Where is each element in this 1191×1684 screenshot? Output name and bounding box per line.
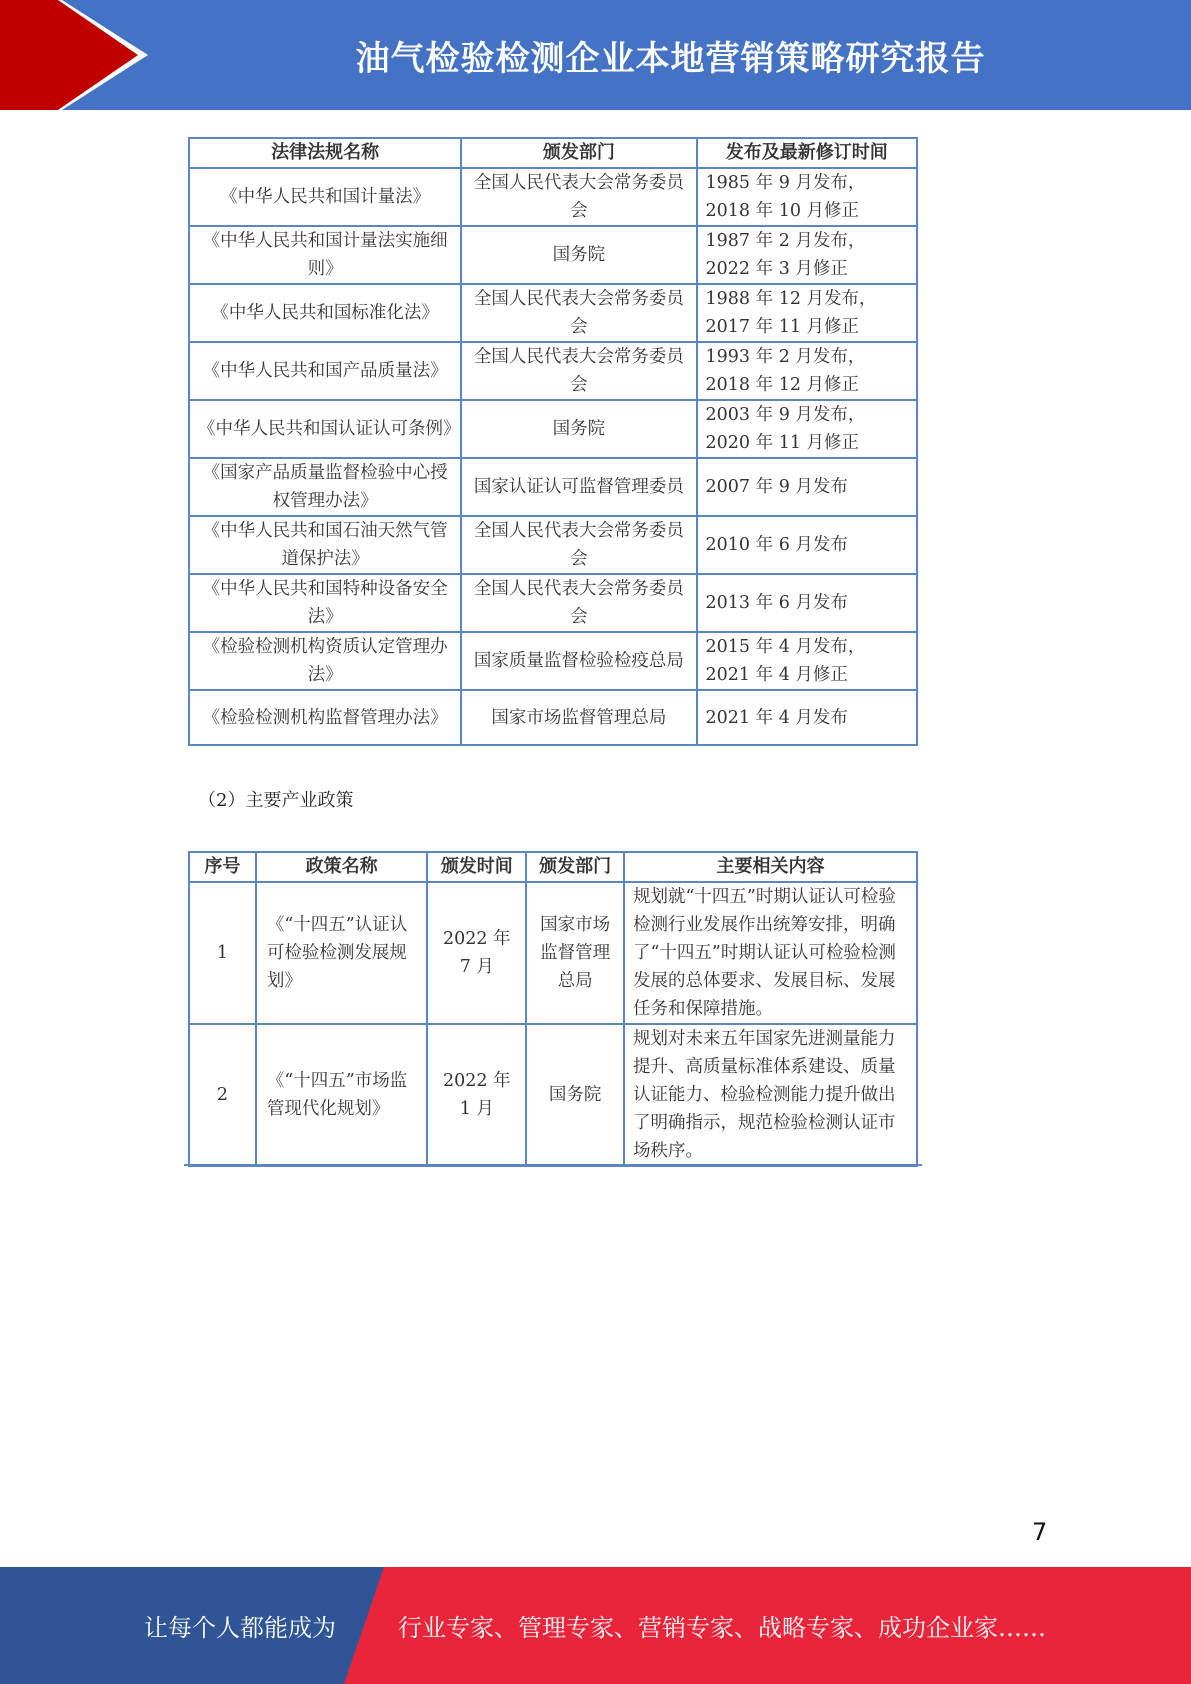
dept-cell: 国务院 bbox=[526, 1024, 624, 1166]
law-name-cell: 《检验检测机构资质认定管理办法》 bbox=[189, 632, 461, 690]
law-name-cell: 《中华人民共和国石油天然气管道保护法》 bbox=[189, 516, 461, 574]
column-header: 颁发部门 bbox=[461, 138, 696, 168]
dept-cell: 国家质量监督检验检疫总局 bbox=[461, 632, 696, 690]
law-name-cell: 《中华人民共和国计量法实施细则》 bbox=[189, 226, 461, 284]
footer-slogan-left: 让每个人都能成为 bbox=[144, 1614, 336, 1642]
time-cell: 2003 年 9 月发布，2020 年 11 月修正 bbox=[697, 400, 917, 458]
page-footer bbox=[0, 1567, 1191, 1684]
table-row bbox=[189, 342, 917, 400]
page-number: 7 bbox=[1032, 1518, 1048, 1546]
column-header: 主要相关内容 bbox=[624, 852, 917, 882]
dept-cell: 全国人民代表大会常务委员会 bbox=[461, 342, 696, 400]
policy-name-cell: 《“十四五”认证认可检验检测发展规划》 bbox=[256, 882, 428, 1024]
law-name-cell: 《中华人民共和国认证认可条例》 bbox=[189, 400, 461, 458]
dept-cell: 全国人民代表大会常务委员会 bbox=[461, 574, 696, 632]
law-name-cell: 《中华人民共和国产品质量法》 bbox=[189, 342, 461, 400]
table-row bbox=[189, 690, 917, 745]
time-cell: 1993 年 2 月发布，2018 年 12 月修正 bbox=[697, 342, 917, 400]
page-header bbox=[0, 0, 1191, 110]
dept-cell: 国家认证认可监督管理委员 bbox=[461, 458, 696, 516]
law-name-cell: 《中华人民共和国计量法》 bbox=[189, 168, 461, 226]
row-number-cell: 2 bbox=[189, 1024, 256, 1166]
time-cell: 2007 年 9 月发布 bbox=[697, 458, 917, 516]
table-row bbox=[189, 1024, 917, 1166]
time-cell: 2013 年 6 月发布 bbox=[697, 574, 917, 632]
issue-time-cell: 2022 年 7 月 bbox=[427, 882, 526, 1024]
table-bottom-rule bbox=[184, 1164, 922, 1166]
dept-cell: 国家市场监督管理总局 bbox=[461, 690, 696, 745]
dept-cell: 国务院 bbox=[461, 226, 696, 284]
law-name-cell: 《检验检测机构监督管理办法》 bbox=[189, 690, 461, 745]
dept-cell: 全国人民代表大会常务委员会 bbox=[461, 168, 696, 226]
table-row bbox=[189, 458, 917, 516]
time-cell: 2021 年 4 月发布 bbox=[697, 690, 917, 745]
law-name-cell: 《中华人民共和国标准化法》 bbox=[189, 284, 461, 342]
dept-cell: 全国人民代表大会常务委员会 bbox=[461, 284, 696, 342]
table-row bbox=[189, 226, 917, 284]
law-name-cell: 《中华人民共和国特种设备安全法》 bbox=[189, 574, 461, 632]
row-number-cell: 1 bbox=[189, 882, 256, 1024]
report-title: 油气检验检测企业本地营销策略研究报告 bbox=[355, 38, 986, 79]
column-header: 发布及最新修订时间 bbox=[697, 138, 917, 168]
table-row bbox=[189, 882, 917, 1024]
column-header: 政策名称 bbox=[256, 852, 428, 882]
dept-cell: 国务院 bbox=[461, 400, 696, 458]
table-row bbox=[189, 632, 917, 690]
laws-regulations-table bbox=[188, 137, 918, 746]
policy-name-cell: 《“十四五”市场监管现代化规划》 bbox=[256, 1024, 428, 1166]
time-cell: 1985 年 9 月发布，2018 年 10 月修正 bbox=[697, 168, 917, 226]
time-cell: 1988 年 12 月发布，2017 年 11 月修正 bbox=[697, 284, 917, 342]
law-name-cell: 《国家产品质量监督检验中心授权管理办法》 bbox=[189, 458, 461, 516]
issue-time-cell: 2022 年 1 月 bbox=[427, 1024, 526, 1166]
table-row bbox=[189, 516, 917, 574]
time-cell: 1987 年 2 月发布，2022 年 3 月修正 bbox=[697, 226, 917, 284]
table-row bbox=[189, 168, 917, 226]
content-cell: 规划就“十四五”时期认证认可检验检测行业发展作出统筹安排，明确了“十四五”时期认证认可检验检测发展的总体要求、发展目标、发展任务和保障措施。 bbox=[624, 882, 917, 1024]
table-row bbox=[189, 400, 917, 458]
industry-policy-table bbox=[188, 851, 918, 1167]
table-header-row bbox=[189, 852, 917, 882]
table-row bbox=[189, 574, 917, 632]
header-chevron-icon bbox=[0, 0, 150, 110]
time-cell: 2010 年 6 月发布 bbox=[697, 516, 917, 574]
section-heading: （2）主要产业政策 bbox=[198, 790, 354, 811]
dept-cell: 全国人民代表大会常务委员会 bbox=[461, 516, 696, 574]
column-header: 序号 bbox=[189, 852, 256, 882]
column-header: 颁发部门 bbox=[526, 852, 624, 882]
content-cell: 规划对未来五年国家先进测量能力提升、高质量标准体系建设、质量认证能力、检验检测能力提升做出了明确指示，规范检验检测认证市场秩序。 bbox=[624, 1024, 917, 1166]
column-header: 颁发时间 bbox=[427, 852, 526, 882]
table-row bbox=[189, 284, 917, 342]
column-header: 法律法规名称 bbox=[189, 138, 461, 168]
table-header-row bbox=[189, 138, 917, 168]
footer-slogan-right: 行业专家、管理专家、营销专家、战略专家、成功企业家…… bbox=[398, 1614, 1046, 1642]
time-cell: 2015 年 4 月发布，2021 年 4 月修正 bbox=[697, 632, 917, 690]
dept-cell: 国家市场监督管理总局 bbox=[526, 882, 624, 1024]
